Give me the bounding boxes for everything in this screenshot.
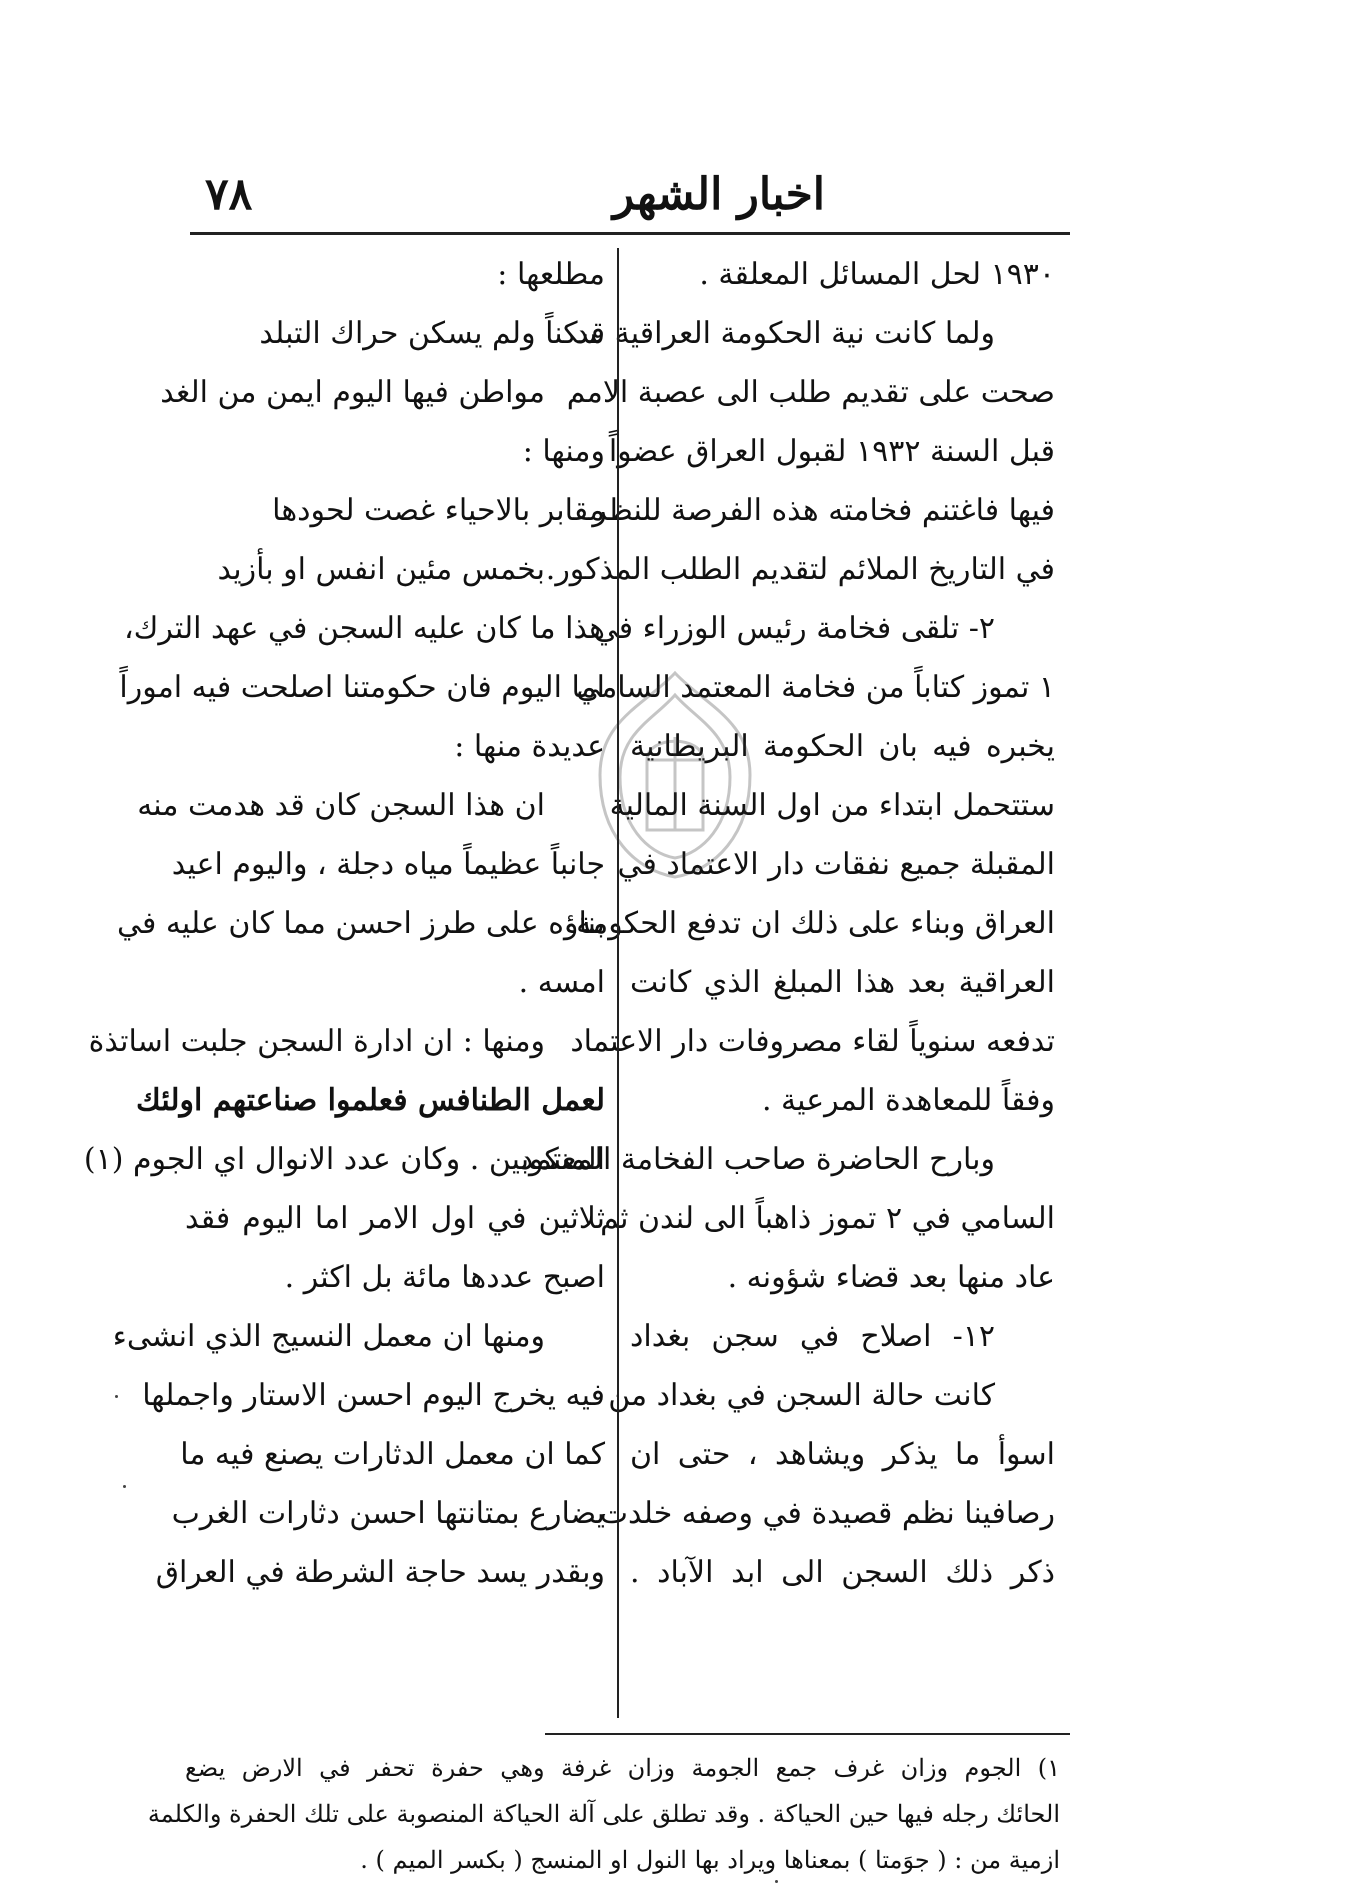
footnote-line: الحائك رجله فيها حين الحياكة . وقد تطلق على آلة الحياكة المنصوبة على تلك الحفرة والكلمة (147, 1800, 1060, 1828)
text-line: العراق وبناء على ذلك ان تدفع الحكومة (576, 906, 1055, 941)
text-line: ١ تموز كتاباً من فخامة المعتمد السامي (576, 670, 1055, 705)
section-heading: ١٢- اصلاح في سجن بغداد (630, 1319, 995, 1354)
text-line: اما اليوم فان حكومتنا اصلحت فيه اموراً (119, 670, 605, 705)
text-line: عديدة منها : (454, 729, 605, 764)
text-line: العراقية بعد هذا المبلغ الذي كانت (630, 965, 1055, 1000)
text-line: هذا ما كان عليه السجن في عهد الترك، (123, 611, 605, 646)
text-line: كانت حالة السجن في بغداد من (608, 1378, 995, 1413)
verse-line: مقابر بالاحياء غصت لحودها (272, 493, 605, 528)
text-line: وبارح الحاضرة صاحب الفخامة المعتمد (519, 1142, 995, 1177)
header-rule (190, 232, 1070, 235)
text-line: قبل السنة ١٩٣٢ لقبول العراق عضواً (608, 434, 1055, 469)
text-line: صحت على تقديم طلب الى عصبة الامم (566, 375, 1055, 410)
text-line: بناؤه على طرز احسن مما كان عليه في (116, 906, 605, 941)
text-line: عاد منها بعد قضاء شؤونه . (727, 1260, 1055, 1295)
text-line: ولما كانت نية الحكومة العراقية قد (575, 316, 995, 351)
text-line: ذكر ذلك السجن الى ابد الآباد . (630, 1555, 1055, 1590)
footnote-rule (545, 1733, 1070, 1735)
text-line: كما ان معمل الدثارات يصنع فيه ما (180, 1437, 605, 1472)
library-stamp-watermark (585, 665, 765, 885)
text-line: لعمل الطنافس فعلموا صناعتهم اولئك (136, 1083, 605, 1118)
text-line: وبقدر يسد حاجة الشرطة في العراق (155, 1555, 605, 1590)
footnotes (147, 1745, 1060, 1883)
verse-line: مواطن فيها اليوم ايمن من الغد (160, 375, 545, 410)
footnote-line: ازمية من : ( جوَمتا ) بمعناها ويراد بها النول او المنسج ( بكسر الميم ) . (360, 1846, 1060, 1874)
text-line: ان هذا السجن كان قد هدمت منه (137, 788, 545, 823)
page-header (205, 165, 1065, 225)
text-line: المقبلة جميع نفقات دار الاعتماد في (617, 847, 1055, 882)
text-line: فيها فاغتنم فخامته هذه الفرصة للنظر (592, 493, 1055, 528)
text-line: السامي في ٢ تموز ذاهباً الى لندن ثم (600, 1201, 1055, 1236)
verse-line: سكناً ولم يسكن حراك التبلد (259, 316, 605, 351)
left-column (83, 245, 605, 1602)
text-line: اصبح عددها مائة بل اكثر . (284, 1260, 605, 1295)
text-line: وفقاً للمعاهدة المرعية . (761, 1083, 1055, 1118)
column-divider (617, 248, 619, 1718)
footnote-line: ١) الجوم وزان غرف جمع الجومة وزان غرفة وهي حفرة تحفر في الارض يضع (185, 1754, 1060, 1782)
text-line: رصافينا نظم قصيدة في وصفه خلدت (599, 1496, 1055, 1531)
text-line: ومنها : ان ادارة السجن جلبت اساتذة (88, 1024, 545, 1059)
text-line: مطلعها : (497, 257, 605, 292)
running-title: اخبار الشهر (612, 169, 825, 220)
text-line: ٢- تلقى فخامة رئيس الوزراء في (593, 611, 995, 646)
text-line: يضارع بمتانتها احسن دثارات الغرب (171, 1496, 605, 1531)
text-line: يخبره فيه بان الحكومة البريطانية (630, 729, 1055, 764)
text-line: تدفعه سنوياً لقاء مصروفات دار الاعتماد (570, 1024, 1055, 1059)
text-line: المنكوبين . وكان عدد الانوال اي الجوم (١) (83, 1142, 605, 1177)
scan-speck (123, 1485, 126, 1488)
text-line: امسه . (518, 965, 605, 1000)
text-line: ستتحمل ابتداء من اول السنة المالية (609, 788, 1055, 823)
text-line: في التاريخ الملائم لتقديم الطلب المذكور. (545, 552, 1055, 587)
verse-line: بخمس مئين انفس او بأزيد (217, 552, 545, 587)
text-line: جانباً عظيماً مياه دجلة ، واليوم اعيد (171, 847, 605, 882)
text-line: فيه يخرج اليوم احسن الاستار واجملها (142, 1378, 605, 1413)
text-line: ومنها ان معمل النسيج الذي انشىء (112, 1319, 545, 1354)
scan-speck (115, 1395, 118, 1398)
text-line: ومنها : (522, 434, 605, 469)
page-number: ٧٨ (205, 169, 253, 220)
scan-speck (775, 1880, 778, 1883)
text-line: اسوأ ما يذكر ويشاهد ، حتى ان (630, 1437, 1055, 1472)
text-line: ثلاثين في اول الامر اما اليوم فقد (185, 1201, 605, 1236)
text-line: ١٩٣٠ لحل المسائل المعلقة . (699, 257, 1055, 292)
